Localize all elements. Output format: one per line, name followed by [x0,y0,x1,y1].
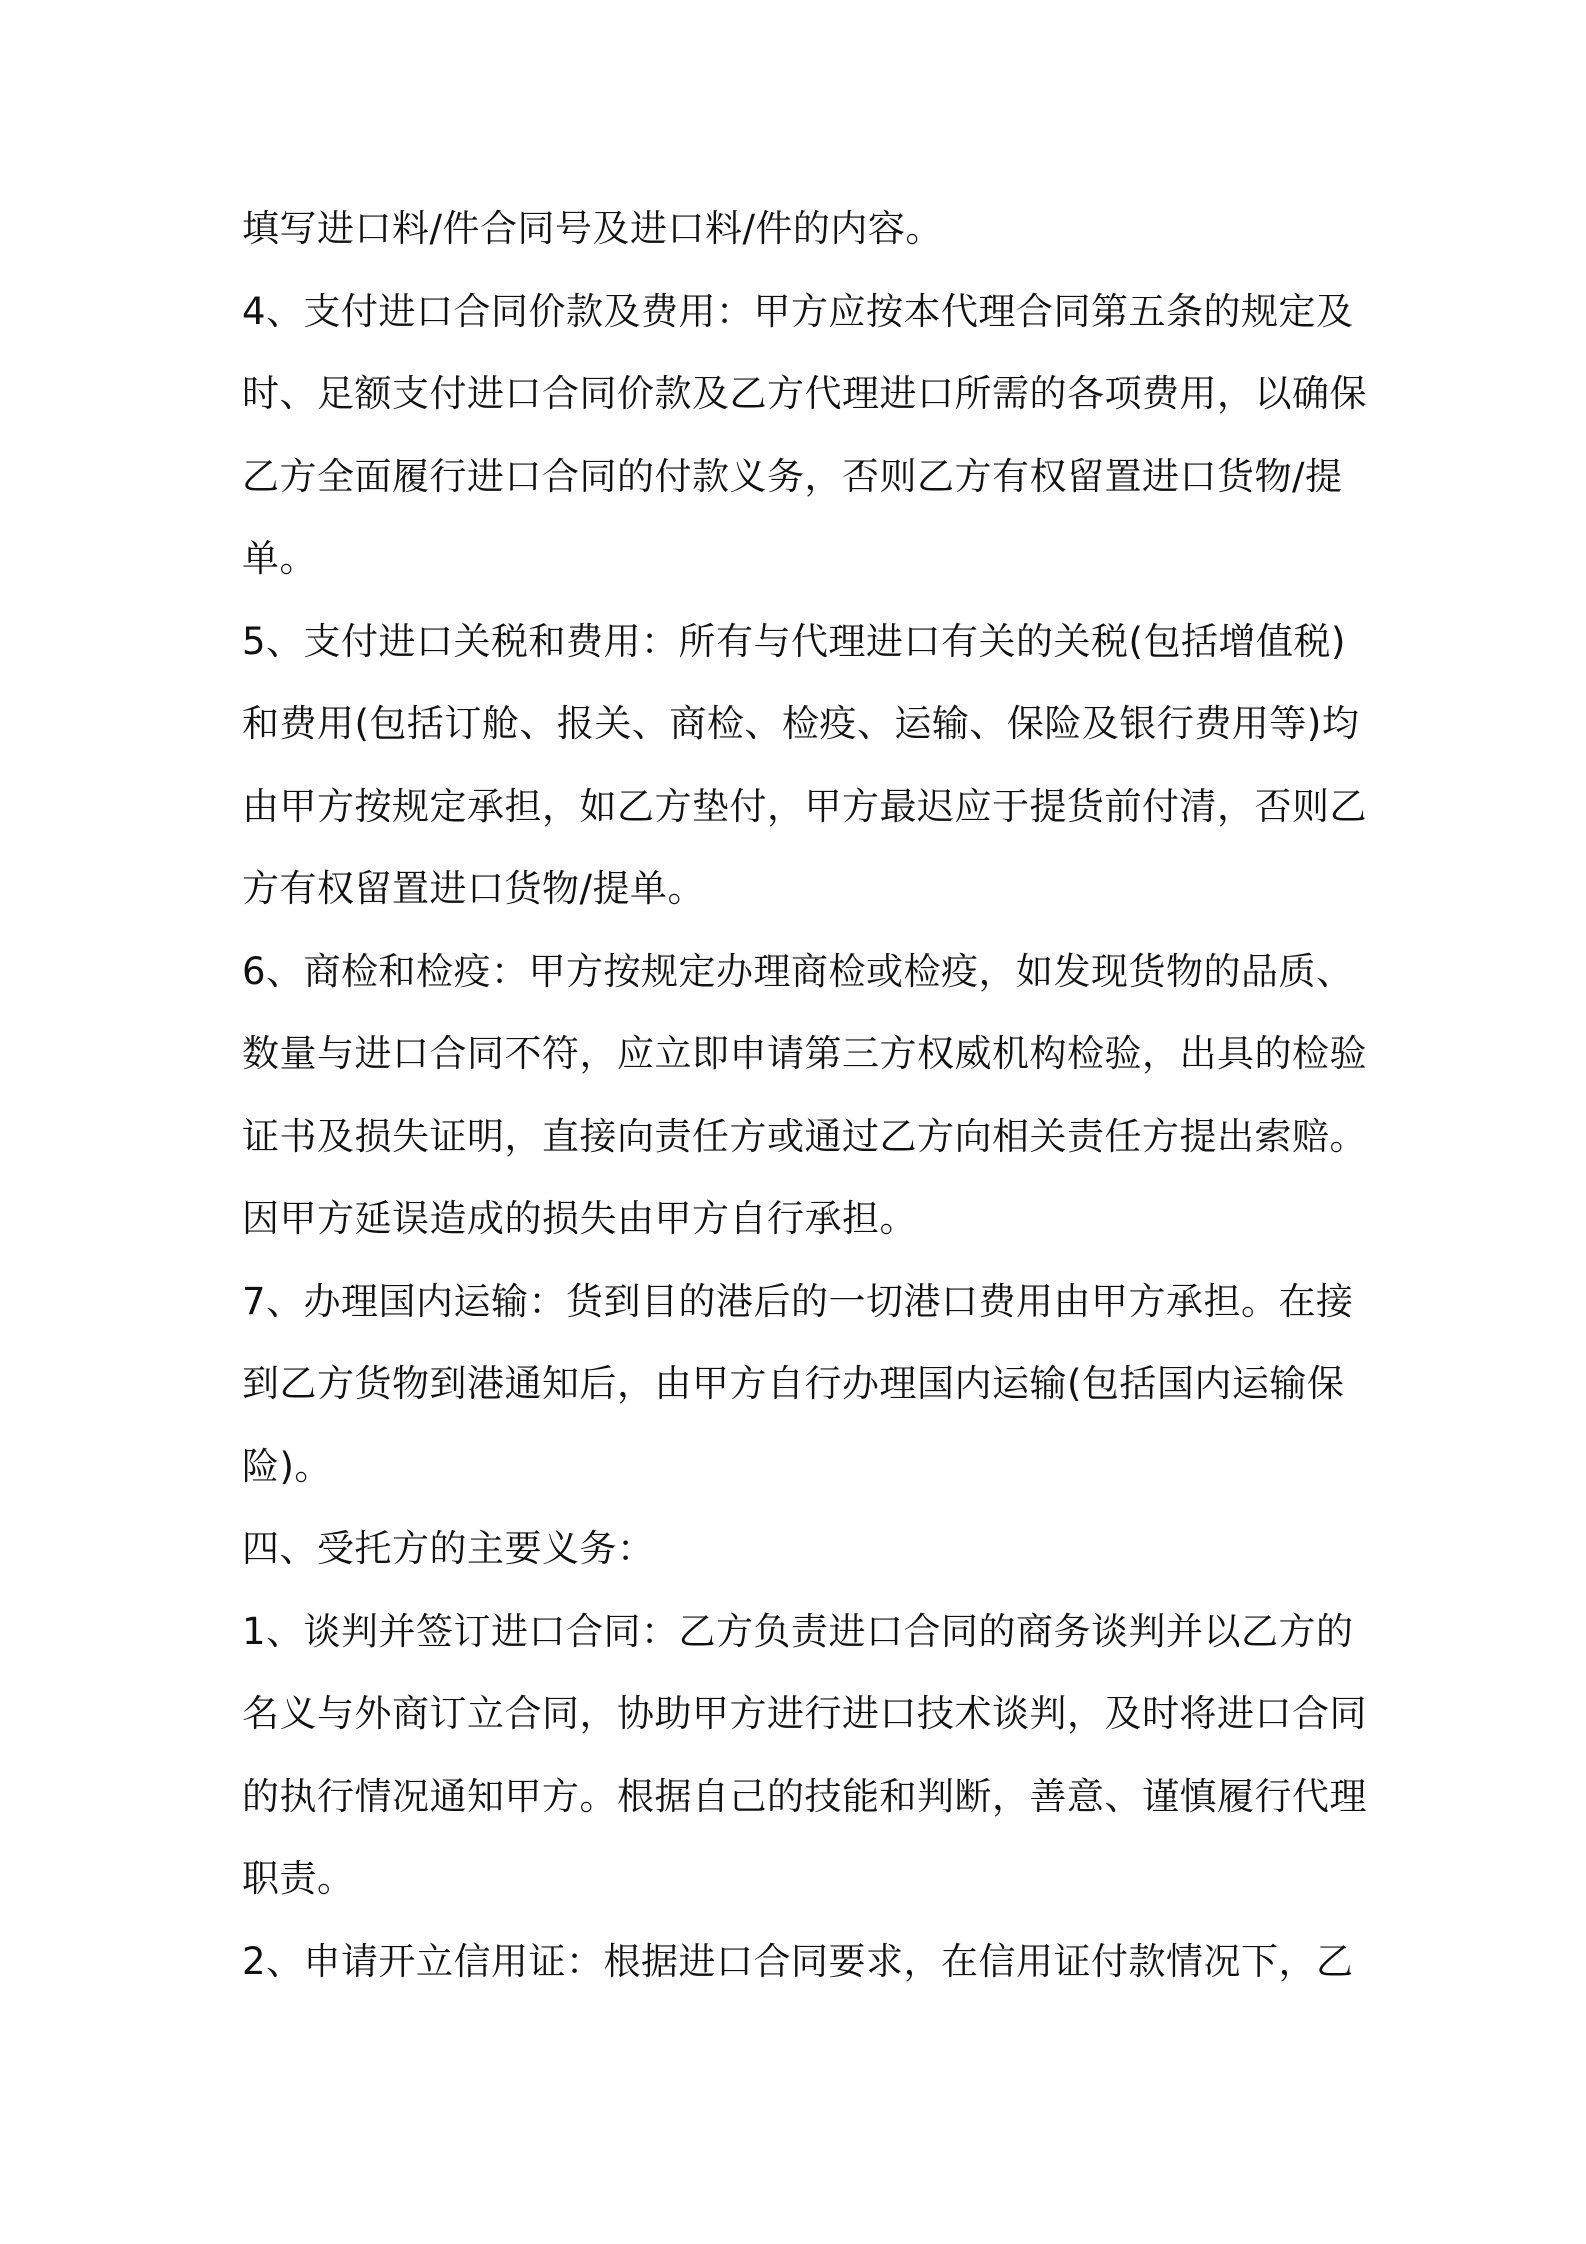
text-line-19: 名义与外商订立合同，协助甲方进行进口技术谈判，及时将进口合同 [242,1692,1367,1735]
text-line-2: 4、支付进口合同价款及费用：甲方应按本代理合同第五条的规定及 [242,289,1354,333]
text-line-5: 单。 [242,537,317,580]
text-line-7: 和费用(包括订舱、报关、商检、检疫、运输、保险及银行费用等)均 [242,702,1360,745]
text-line-16: 险)。 [242,1444,332,1488]
text-line-8: 由甲方按规定承担，如乙方垫付，甲方最迟应于提货前付清，否则乙 [242,784,1367,828]
text-line-1: 填写进口料/件合同号及进口料/件的内容。 [242,207,943,250]
text-line-12: 证书及损失证明，直接向责任方或通过乙方向相关责任方提出索赔。 [242,1114,1367,1158]
text-line-4: 乙方全面履行进口合同的付款义务，否则乙方有权留置进口货物/提 [242,454,1343,498]
section-heading: 四、受托方的主要义务： [242,1527,655,1570]
text-line-15: 到乙方货物到港通知后，由甲方自行办理国内运输(包括国内运输保 [242,1362,1345,1405]
text-line-20: 的执行情况通知甲方。根据自己的技能和判断，善意、谨慎履行代理 [242,1774,1367,1818]
text-line-18: 1、谈判并签订进口合同：乙方负责进口合同的商务谈判并以乙方的 [242,1609,1354,1653]
text-line-6: 5、支付进口关税和费用：所有与代理进口有关的关税(包括增值税) [242,619,1346,663]
document-body [242,188,1367,2003]
text-line-22: 2、申请开立信用证：根据进口合同要求，在信用证付款情况下，乙 [242,1939,1354,1983]
text-line-11: 数量与进口合同不符，应立即申请第三方权威机构检验，出具的检验 [242,1032,1367,1075]
text-line-21: 职责。 [242,1857,355,1900]
text-line-3: 时、足额支付进口合同价款及乙方代理进口所需的各项费用，以确保 [242,372,1367,415]
text-line-10: 6、商检和检疫：甲方按规定办理商检或检疫，如发现货物的品质、 [242,949,1354,993]
text-line-13: 因甲方延误造成的损失由甲方自行承担。 [242,1197,917,1240]
text-line-9: 方有权留置进口货物/提单。 [242,867,705,910]
text-line-14: 7、办理国内运输：货到目的港后的一切港口费用由甲方承担。在接 [242,1279,1354,1323]
